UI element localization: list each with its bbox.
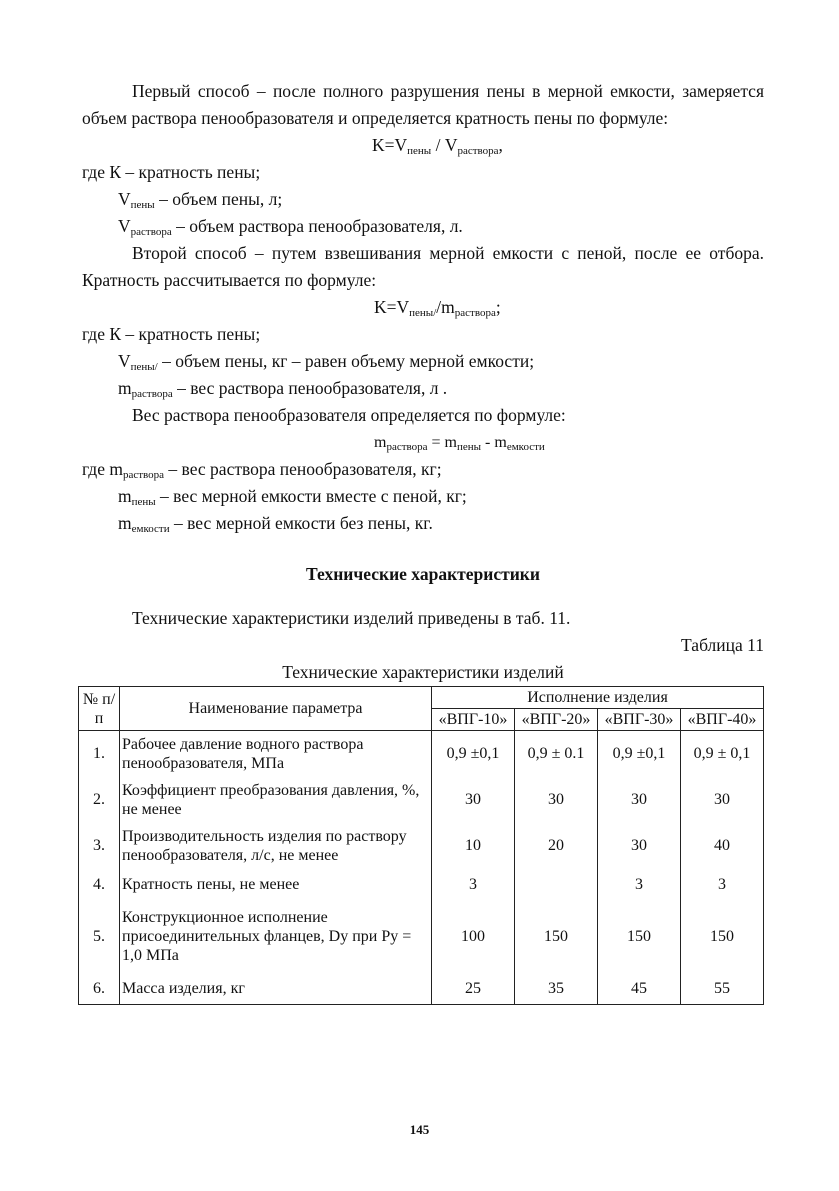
row-value: 3 [598, 869, 681, 901]
row-value: 0,9 ±0,1 [432, 731, 515, 777]
row-value: 10 [432, 823, 515, 869]
row-value: 25 [432, 973, 515, 1005]
table-row [79, 823, 764, 869]
table-reference: Таблица 11 [681, 635, 764, 655]
table-row [79, 901, 764, 973]
formula-1: $K=V_{пены} / V_{раствора}$, [372, 135, 503, 157]
row-value: 30 [515, 777, 598, 823]
row-value: 3 [432, 869, 515, 901]
paragraph-weight: Вес раствора пенообразователя определяется по формуле: [132, 405, 566, 425]
table-row [79, 973, 764, 1005]
table-caption: Технические характеристики изделий [282, 662, 564, 682]
header-number: № п/п [79, 687, 120, 731]
document-page [82, 78, 764, 1005]
specs-table [78, 686, 764, 1005]
row-value: 30 [598, 777, 681, 823]
row-number: 2. [79, 777, 120, 823]
row-value: 30 [598, 823, 681, 869]
row-parameter: Рабочее давление водного раствора пенообразователя, МПа [120, 731, 432, 777]
page-number: 145 [409, 1122, 430, 1137]
row-value: 0,9 ±0,1 [598, 731, 681, 777]
row-number: 3. [79, 823, 120, 869]
header-variant: «ВПГ-40» [681, 709, 764, 731]
row-number: 1. [79, 731, 120, 777]
row-value: 40 [681, 823, 764, 869]
row-number: 4. [79, 869, 120, 901]
definition-m-container: $m_{емкости}$ – вес мерной емкости без пены, кг. [118, 513, 433, 535]
row-value: 30 [432, 777, 515, 823]
definition-k: где К – кратность пены; [82, 162, 261, 182]
row-value: 45 [598, 973, 681, 1005]
table-row [79, 777, 764, 823]
header-variant: «ВПГ-20» [515, 709, 598, 731]
header-variant-group: Исполнение изделия [432, 687, 764, 709]
row-value: 150 [598, 901, 681, 973]
row-value: 0,9 ± 0.1 [515, 731, 598, 777]
table-row [79, 731, 764, 777]
row-parameter: Производительность изделия по раствору пенообразователя, л/с, не менее [120, 823, 432, 869]
header-variant: «ВПГ-30» [598, 709, 681, 731]
definition-v-solution: $V_{раствора}$ – объем раствора пенообразователя, л. [118, 216, 463, 238]
definition-v-foam-2: $V_{пены/}$ – объем пены, кг – равен объему мерной емкости; [118, 351, 535, 373]
header-parameter: Наименование параметра [120, 687, 432, 731]
definition-m-solution: $m_{раствора}$ – вес раствора пенообразователя, л . [118, 378, 448, 400]
definition-k-2: где К – кратность пены; [82, 324, 261, 344]
row-parameter: Кратность пены, не менее [120, 869, 432, 901]
row-value [515, 869, 598, 901]
formula-3: $m_{раствора} = m_{пены} - m_{емкости}$ [374, 434, 545, 453]
row-value: 100 [432, 901, 515, 973]
intro-text: Технические характеристики изделий приведены в таб. 11. [132, 608, 571, 628]
table-header-row [79, 687, 764, 709]
definition-v-foam: $V_{пены}$ – объем пены, л; [118, 189, 283, 211]
row-value: 30 [681, 777, 764, 823]
row-value: 0,9 ± 0,1 [681, 731, 764, 777]
row-parameter: Конструкционное исполнение присоединительных фланцев, Dу при Ру = 1,0 МПа [120, 901, 432, 973]
row-number: 6. [79, 973, 120, 1005]
formula-2: $K=V_{пены/}/m_{раствора}$; [374, 297, 501, 319]
header-variant: «ВПГ-10» [432, 709, 515, 731]
row-parameter: Коэффициент преобразования давления, %, не менее [120, 777, 432, 823]
paragraph-method-1: Первый способ – после полного разрушения пены в мерной емкости, замеряется объем раствора пенообразователя и определяется кратность пены по формуле: [82, 81, 764, 128]
definition-m-solution-2: где $m_{раствора}$ – вес раствора пенообразователя, кг; [82, 459, 442, 481]
row-parameter: Масса изделия, кг [120, 973, 432, 1005]
row-value: 35 [515, 973, 598, 1005]
section-title: Технические характеристики [306, 564, 540, 584]
row-value: 3 [681, 869, 764, 901]
paragraph-method-2: Второй способ – путем взвешивания мерной емкости с пеной, после ее отбора. Кратность рассчитывается по формуле: [82, 243, 764, 290]
row-value: 150 [681, 901, 764, 973]
row-value: 55 [681, 973, 764, 1005]
definition-m-foam: $m_{пены}$ – вес мерной емкости вместе с пеной, кг; [118, 486, 467, 508]
row-value: 20 [515, 823, 598, 869]
row-number: 5. [79, 901, 120, 973]
row-value: 150 [515, 901, 598, 973]
table-row [79, 869, 764, 901]
